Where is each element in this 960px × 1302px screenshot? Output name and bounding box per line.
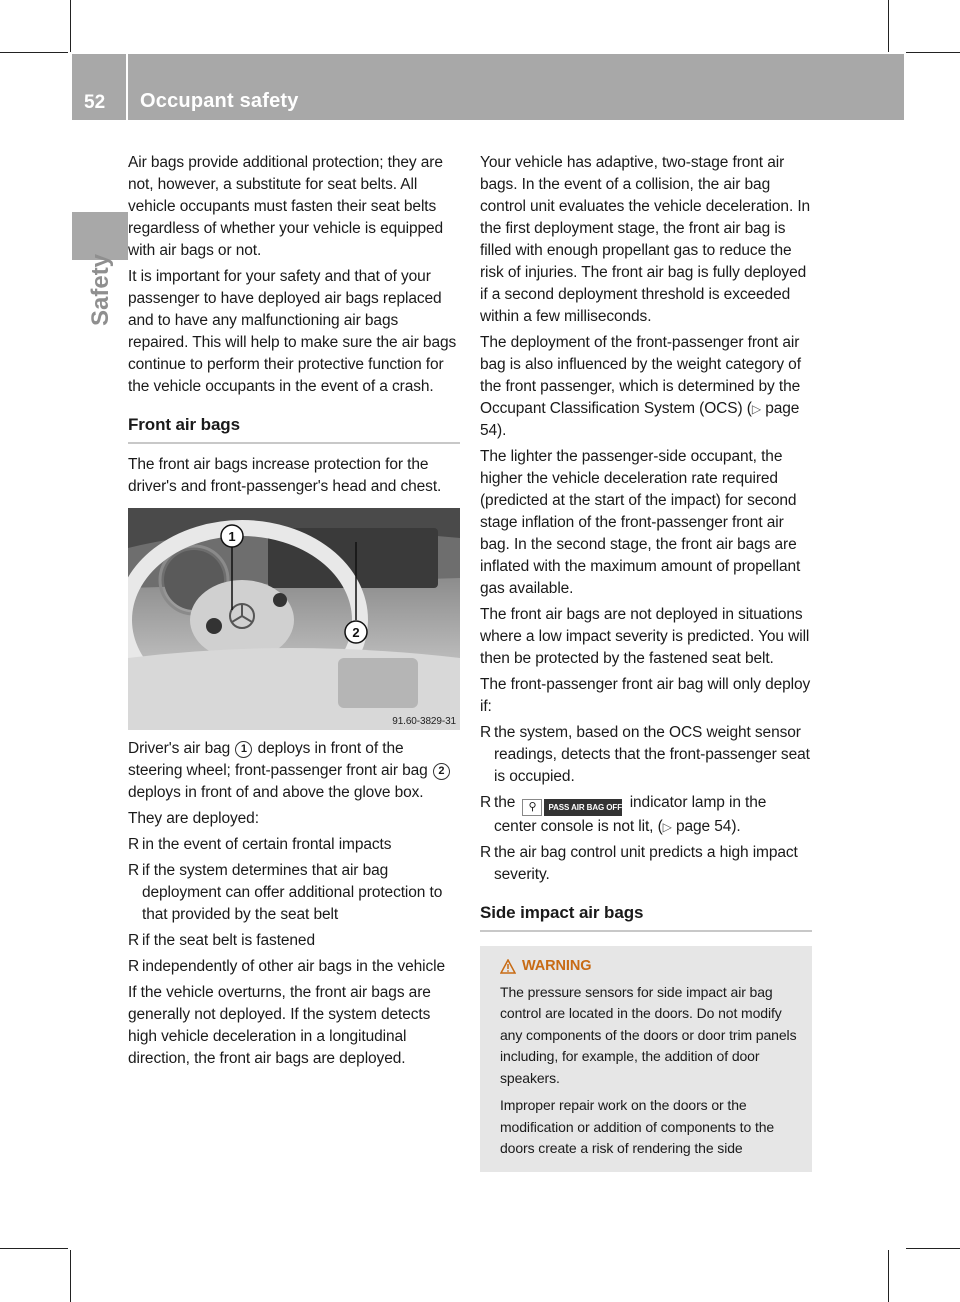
deploy-conditions [480, 722, 812, 886]
page-ref-arrow-icon: ▷ [751, 402, 761, 416]
list-item: R the system, based on the OCS weight sensor readings, detects that the front-passenger seat is occupied. [480, 724, 810, 785]
header-divider [126, 54, 128, 120]
seat-occupant-icon: ⚲ [522, 799, 542, 816]
list-item: R in the event of certain frontal impacts [128, 836, 392, 853]
callout-2-ref: 2 [433, 763, 450, 780]
warning-title: WARNING [500, 956, 802, 978]
low-impact-paragraph: The front air bags are not deployed in situations where a low impact severity is predicted. You will then be protected by the fastened seat belt. [480, 606, 810, 667]
right-column [480, 152, 812, 1172]
crop-mark [70, 1250, 71, 1302]
left-column [128, 152, 460, 1074]
chapter-title: Occupant safety [140, 90, 299, 112]
page-ref-arrow-icon: ▷ [662, 820, 672, 834]
pass-air-bag-off-indicator [522, 799, 622, 816]
warning-triangle-icon [500, 959, 516, 974]
list-item: R if the seat belt is fastened [128, 932, 315, 949]
figure-code: 91.60-3829-31 [392, 716, 456, 727]
crop-mark [888, 0, 889, 52]
figure-caption: Driver's air bag 1 deploys in front of the steering wheel; front-passenger front air bag 2 deploys in front of and above the glove box. [128, 738, 460, 804]
intro-paragraph: Air bags provide additional protection; they are not, however, a substitute for seat belts. All vehicle occupants must fasten their seat belts regardless of whether your vehicle is equipped with air bags or not. [128, 154, 444, 259]
deployed-bullets [128, 834, 460, 978]
crop-mark [888, 1250, 889, 1302]
only-if-paragraph: The front-passenger front air bag will only deploy if: [480, 676, 811, 715]
front-air-bags-heading: Front air bags [128, 402, 460, 444]
ocs-paragraph: The deployment of the front-passenger front air bag is also influenced by the weight category of the front passenger, which is determined by the Occupant Classification System (OCS) (▷ page 54). [480, 334, 801, 439]
warning-paragraph: The pressure sensors for side impact air bag control are located in the doors. Do not modify any components of the doors or door trim panels including, for example, the addition of door speakers. [500, 983, 797, 1086]
deployed-intro: They are deployed: [128, 810, 259, 827]
crop-mark [70, 0, 71, 52]
pass-air-bag-off-label: PASS AIR BAG OFF [544, 799, 622, 816]
intro-paragraph: It is important for your safety and that of your passenger to have deployed air bags replaced and to have any malfunctioning air bags repaired. This will help to make sure the air bags continue to perform their protective function for the vehicle occupants in the event of a crash. [128, 268, 457, 395]
lighter-paragraph: The lighter the passenger-side occupant, the higher the vehicle deceleration rate required (predicted at the start of the impact) for second stage inflation of the front-passenger front air bag. In the second stage, the front air bags are inflated with the maximum amount of propellant gas available. [480, 448, 801, 597]
warning-paragraph: Improper repair work on the doors or the modification or addition of components to the doors create a risk of rendering the side [500, 1097, 775, 1156]
warning-box [480, 946, 812, 1172]
crop-mark [0, 52, 68, 53]
callout-1-ref: 1 [235, 741, 252, 758]
list-item: R if the system determines that air bag deployment can offer additional protection to that provided by the seat belt [128, 862, 443, 923]
list-item: R independently of other air bags in the vehicle [128, 958, 446, 975]
dashboard-illustration [128, 508, 460, 730]
callout-2-marker [345, 621, 367, 643]
side-tab-block [72, 212, 128, 260]
crop-mark [906, 52, 960, 53]
adaptive-paragraph: Your vehicle has adaptive, two-stage front air bags. In the event of a collision, the air bag control unit evaluates the vehicle deceleration. In the first deployment stage, the front air bag is filled with enough propellant gas to reduce the risk of injuries. The front air bag is fully deployed if a second deployment threshold is exceeded within a few milliseconds. [480, 154, 811, 325]
dashboard-figure [128, 508, 460, 730]
list-item: R the ⚲ PASS AIR BAG OFF indicator lamp in the center console is not lit, (▷ page 54). [480, 794, 767, 835]
callout-1-marker [221, 525, 243, 547]
front-intro: The front air bags increase protection for the driver's and front-passenger's head and chest. [128, 456, 442, 495]
callout-2-label: 2 [352, 625, 360, 640]
page-number: 52 [84, 92, 106, 113]
crop-mark [0, 1248, 68, 1249]
crop-mark [906, 1248, 960, 1249]
side-impact-heading: Side impact air bags [480, 890, 812, 932]
overturn-paragraph: If the vehicle overturns, the front air bags are generally not deployed. If the system detects high vehicle deceleration in a longitudinal direction, the front air bags are deployed. [128, 984, 431, 1067]
side-tab-label: Safety [87, 253, 114, 326]
list-item: R the air bag control unit predicts a high impact severity. [480, 844, 798, 883]
callout-1-label: 1 [228, 529, 236, 544]
